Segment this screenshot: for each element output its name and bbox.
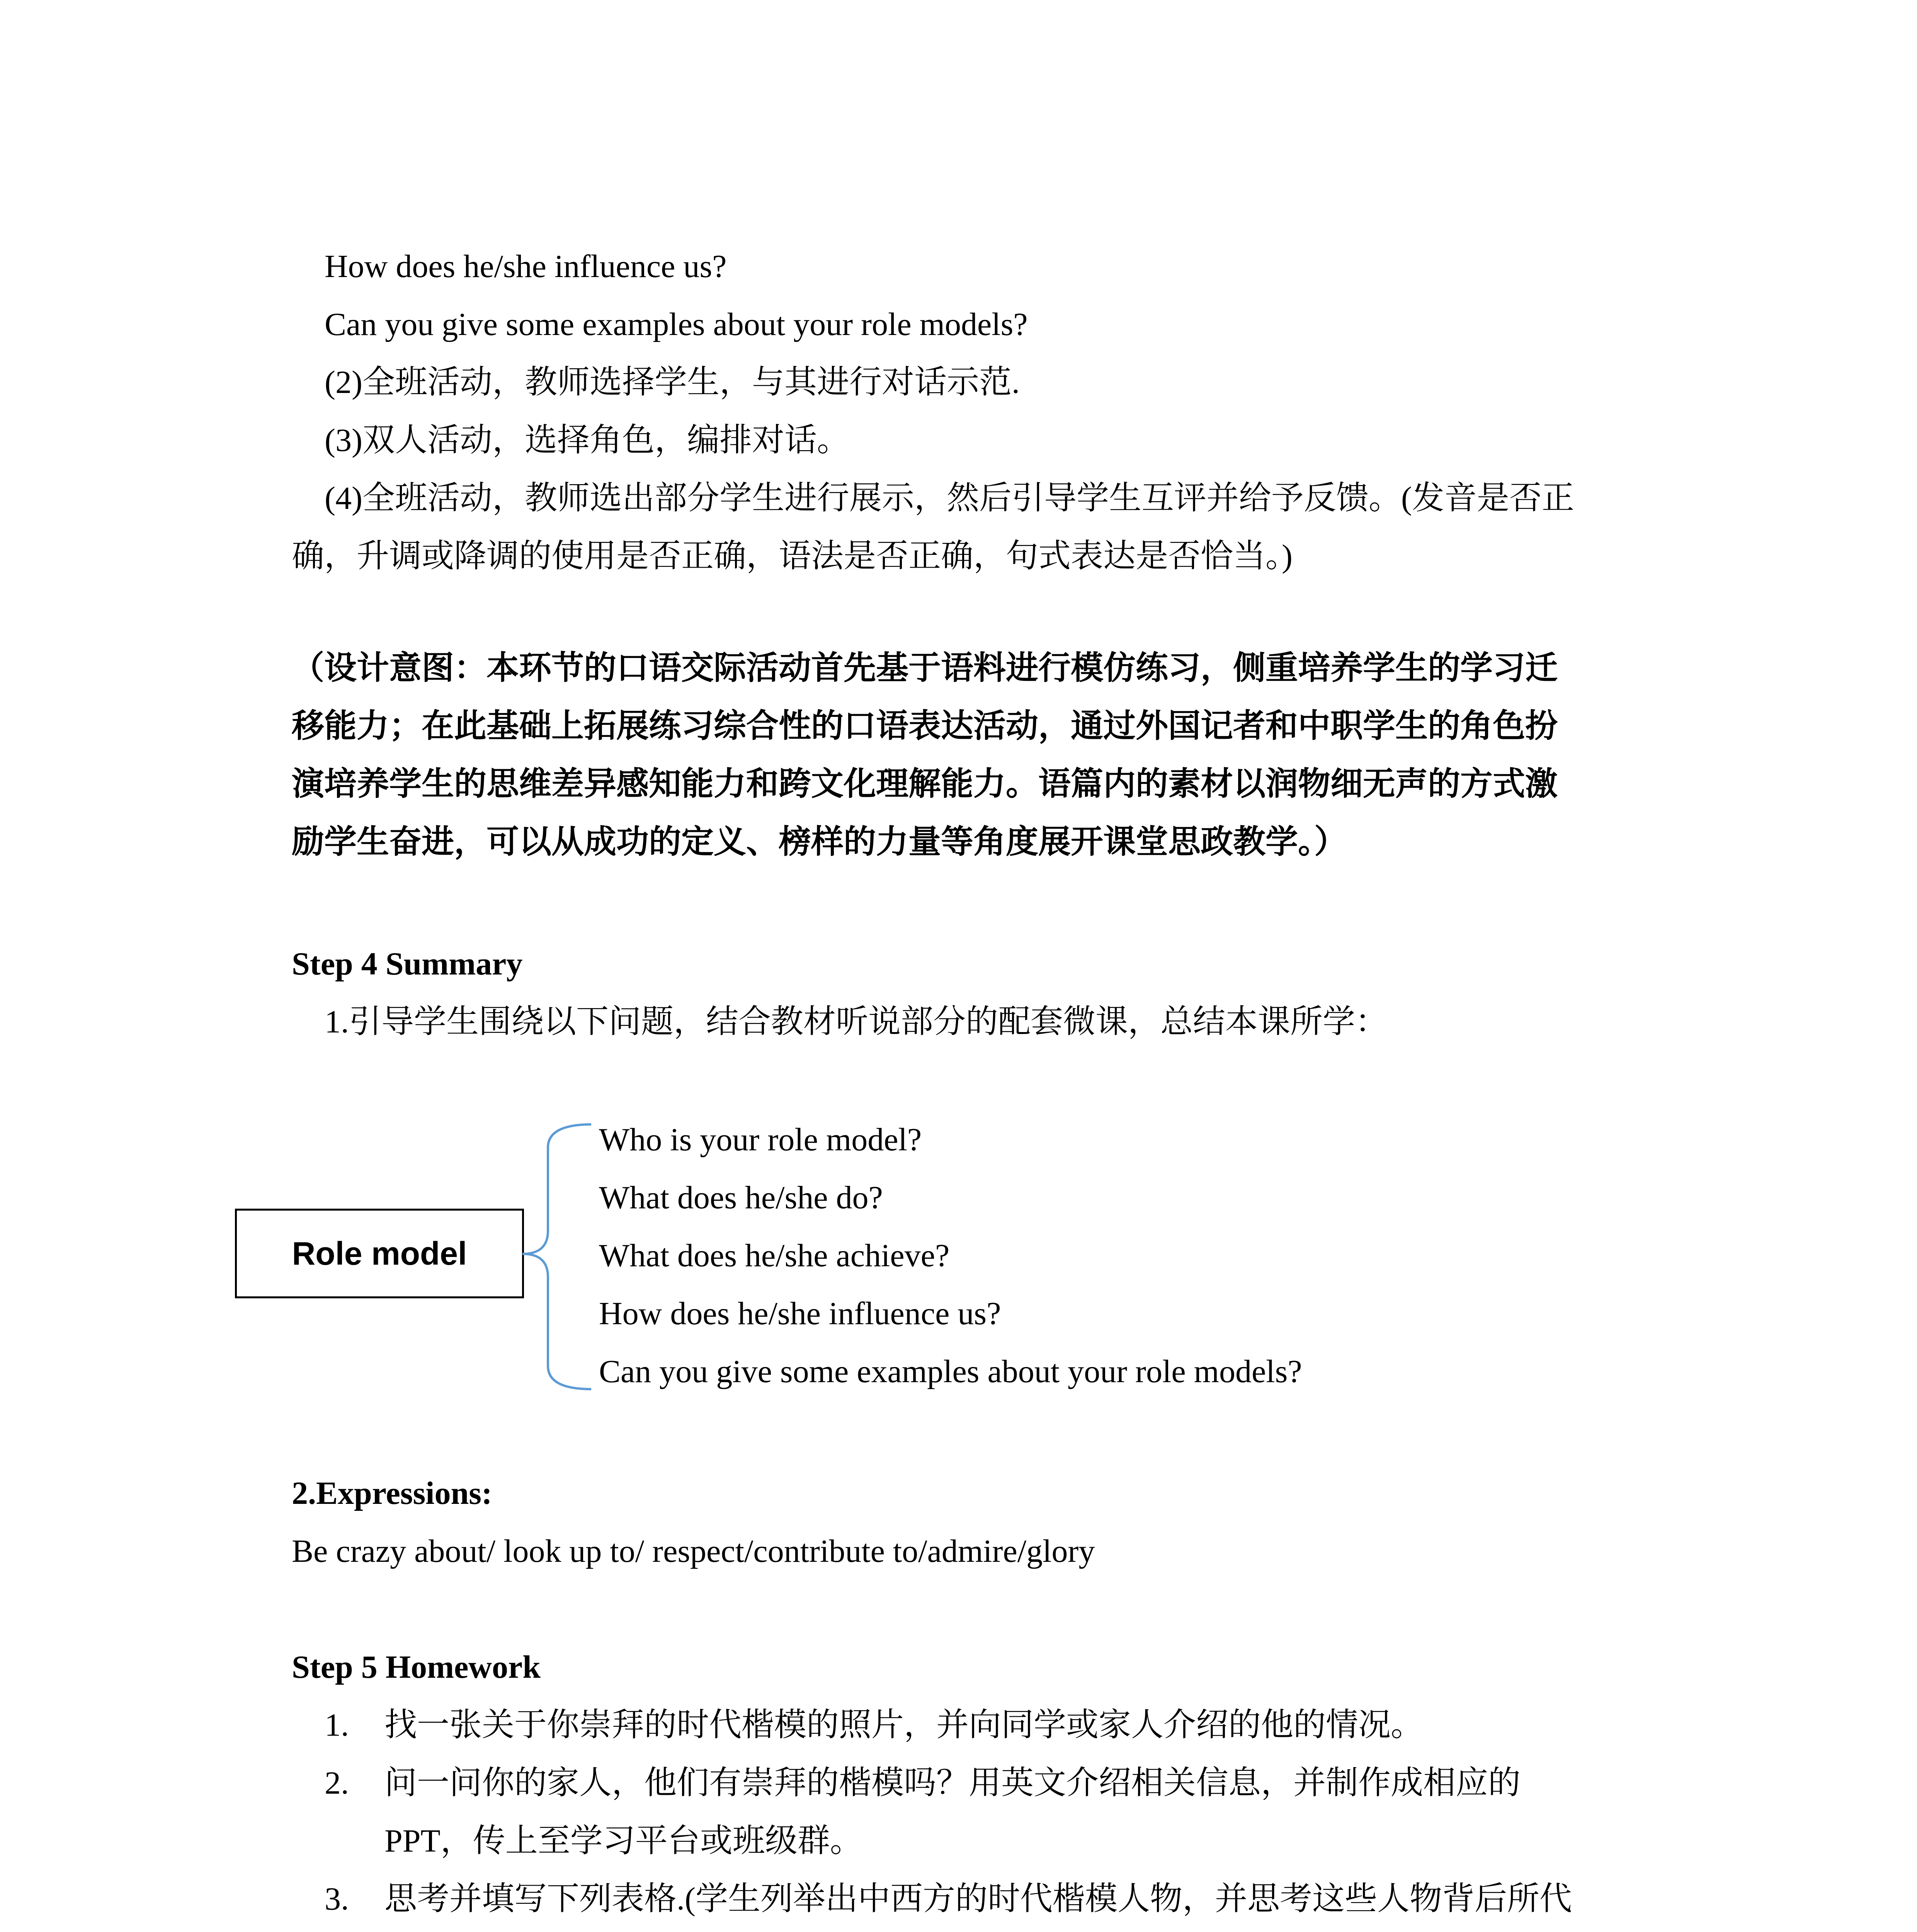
step5-heading: Step 5 Homework bbox=[292, 1649, 541, 1685]
intro-line-1: How does he/she influence us? bbox=[325, 248, 727, 284]
diagram-question-4: How does he/she influence us? bbox=[599, 1296, 1001, 1332]
homework-item-2-line-2: PPT，传上至学习平台或班级群。 bbox=[384, 1823, 862, 1859]
homework-item-2-line-1: 问一问你的家人，他们有崇拜的楷模吗？用英文介绍相关信息，并制作成相应的 bbox=[384, 1765, 1521, 1801]
expressions-heading: 2.Expressions: bbox=[292, 1475, 492, 1511]
intro-line-3: (2)全班活动，教师选择学生，与其进行对话示范. bbox=[325, 364, 1020, 400]
design-intent-line-1: （设计意图：本环节的口语交际活动首先基于语料进行模仿练习，侧重培养学生的学习迁 bbox=[292, 650, 1558, 686]
step4-instruction: 1.引导学生围绕以下问题，结合教材听说部分的配套微课，总结本课所学： bbox=[325, 1004, 1388, 1040]
diagram-question-1: Who is your role model? bbox=[599, 1122, 922, 1158]
intro-line-2: Can you give some examples about your role models? bbox=[325, 306, 1028, 342]
design-intent-line-4: 励学生奋进，可以从成功的定义、榜样的力量等角度展开课堂思政教学。） bbox=[292, 824, 1347, 860]
step4-heading: Step 4 Summary bbox=[292, 946, 523, 982]
homework-item-3-num: 3. bbox=[325, 1881, 349, 1917]
intro-line-6: 确，升调或降调的使用是否正确，语法是否正确，句式表达是否恰当。) bbox=[292, 538, 1293, 574]
diagram-question-5: Can you give some examples about your role models? bbox=[599, 1354, 1302, 1389]
role-model-box bbox=[235, 1209, 524, 1298]
homework-item-1-num: 1. bbox=[325, 1707, 349, 1743]
intro-line-4: (3)双人活动，选择角色，编排对话。 bbox=[325, 422, 849, 458]
role-model-label: Role model bbox=[292, 1235, 467, 1272]
diagram-question-2: What does he/she do? bbox=[599, 1180, 883, 1216]
design-intent-line-3: 演培养学生的思维差异感知能力和跨文化理解能力。语篇内的素材以润物细无声的方式激 bbox=[292, 766, 1558, 802]
curly-bracket-icon bbox=[518, 1121, 595, 1399]
design-intent-line-2: 移能力；在此基础上拓展练习综合性的口语表达活动，通过外国记者和中职学生的角色扮 bbox=[292, 708, 1558, 744]
homework-item-2-num: 2. bbox=[325, 1765, 349, 1801]
homework-item-3-line-1: 思考并填写下列表格.(学生列举出中西方的时代楷模人物，并思考这些人物背后所代 bbox=[384, 1881, 1572, 1917]
homework-item-1-line-1: 找一张关于你崇拜的时代楷模的照片，并向同学或家人介绍的他的情况。 bbox=[384, 1707, 1424, 1743]
diagram-question-3: What does he/she achieve? bbox=[599, 1238, 950, 1274]
intro-line-5: (4)全班活动，教师选出部分学生进行展示，然后引导学生互评并给予反馈。(发音是否正 bbox=[325, 480, 1574, 516]
expressions-text: Be crazy about/ look up to/ respect/contribute to/admire/glory bbox=[292, 1533, 1095, 1569]
